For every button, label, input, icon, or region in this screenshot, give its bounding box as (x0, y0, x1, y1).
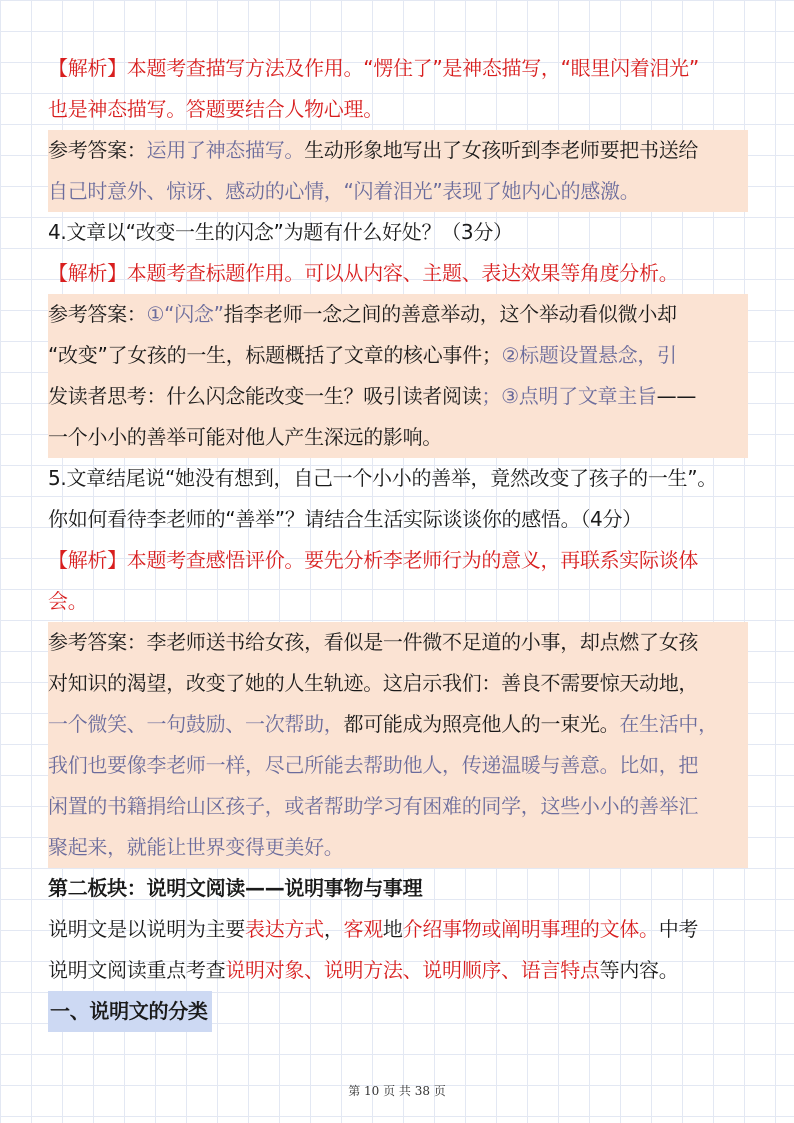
q5-answer-line-3-main: 都可能成为照亮他人的一束光。 (343, 712, 620, 736)
q5-analysis-line-2: 会。 (48, 589, 88, 613)
q3-answer-box (48, 130, 748, 212)
intro-1-b: 表达方式 (245, 917, 324, 941)
q5-answer-line-2: 对知识的渴望，改变了她的人生轨迹。这启示我们：善良不需要惊天动地， (48, 671, 699, 695)
intro-2-a: 说明文阅读重点考查 (48, 958, 226, 982)
q5-answer-line-3-blue: 一个微笑、一句鼓励、一次帮助， (48, 712, 344, 736)
q4-answer-line-4: 一个小小的善举可能对他人产生深远的影响。 (48, 425, 442, 449)
q4-answer-line-2 (48, 335, 748, 376)
q4-point-2: ②标题设置悬念，引 (501, 343, 677, 367)
intro-1-c: ， (323, 917, 344, 941)
section-2-intro-line-1 (48, 909, 748, 950)
q3-answer-label: 参考答案： (48, 138, 147, 162)
q4-point-3: ；③点明了文章主旨 (481, 384, 657, 408)
page-footer: 第 10 页 共 38 页 (348, 1084, 446, 1098)
intro-1-g: 中考 (658, 917, 699, 941)
q5-answer-line-6: 聚起来，就能让世界变得更美好。 (48, 835, 344, 859)
q5-analysis-line-1: 【解析】本题考查感悟评价。要先分析李老师行为的意义，再联系实际谈体 (48, 548, 699, 572)
q4-answer-line-3 (48, 376, 748, 417)
q3-analysis-line-2: 也是神态描写。答题要结合人物心理。 (48, 97, 383, 121)
q3-answer-highlight: 运用了神态描写。 (146, 138, 305, 162)
page-content (48, 48, 748, 1032)
q3-answer-line-2: 自己时意外、惊讶、感动的心情，“闪着泪光”表现了她内心的感激。 (48, 179, 640, 203)
q4-answer-label: 参考答案： (48, 302, 147, 326)
q4-answer-line-2-main: “改变”了女孩的一生，标题概括了文章的核心事件； (48, 343, 502, 367)
intro-1-e: 地 (382, 917, 403, 941)
intro-2-c: 等内容。 (599, 958, 679, 982)
q4-analysis: 【解析】本题考查标题作用。可以从内容、主题、表达效果等角度分析。 (48, 261, 679, 285)
intro-1-f: 介绍事物或阐明事理的文体。 (402, 917, 659, 941)
q5-answer-line-1: 参考答案：李老师送书给女孩，看似是一件微不足道的小事，却点燃了女孩 (48, 630, 699, 654)
section-2-heading-row (48, 991, 748, 1032)
q5-question-line-1: 5.文章结尾说“她没有想到，自己一个小小的善举，竟然改变了孩子的一生”。 (48, 466, 718, 490)
section-2-intro-line-2 (48, 950, 748, 991)
q3-answer-line-1 (48, 130, 748, 171)
q5-question-line-2: 你如何看待李老师的“善举”？请结合生活实际谈谈你的感悟。（4分） (48, 507, 642, 531)
q5-answer-line-3-tail: 在生活中， (619, 712, 718, 736)
intro-1-a: 说明文是以说明为主要 (48, 917, 245, 941)
q5-answer-line-5: 闲置的书籍捐给山区孩子，或者帮助学习有困难的同学，这些小小的善举汇 (48, 794, 699, 818)
q5-answer-line-4: 我们也要像李老师一样，尽己所能去帮助他人，传递温暖与善意。比如，把 (48, 753, 699, 777)
q4-point-1: ①“闪念” (146, 302, 224, 326)
q4-question: 4.文章以“改变一生的闪念”为题有什么好处？（3分） (48, 220, 513, 244)
q5-answer-line-3 (48, 704, 748, 745)
q4-answer-line-1-rest: 指李老师一念之间的善意举动，这个举动看似微小却 (223, 302, 677, 326)
intro-1-d: 客观 (343, 917, 383, 941)
q3-answer-line-1-rest: 生动形象地写出了女孩听到李老师要把书送给 (304, 138, 699, 162)
q3-analysis-line-1: 【解析】本题考查描写方法及作用。“愣住了”是神态描写，“眼里闪着泪光” (48, 56, 699, 80)
q4-answer-line-3-dash: —— (656, 384, 697, 408)
q4-answer-line-1 (48, 294, 748, 335)
intro-2-b: 说明对象、说明方法、说明顺序、语言特点 (225, 958, 600, 982)
section-2-title: 第二板块：说明文阅读——说明事物与事理 (48, 876, 423, 900)
section-2-heading: 一、说明文的分类 (48, 991, 212, 1032)
q5-answer-box (48, 622, 748, 868)
q4-answer-line-3-main: 发读者思考：什么闪念能改变一生？吸引读者阅读 (48, 384, 482, 408)
q4-answer-box (48, 294, 748, 458)
